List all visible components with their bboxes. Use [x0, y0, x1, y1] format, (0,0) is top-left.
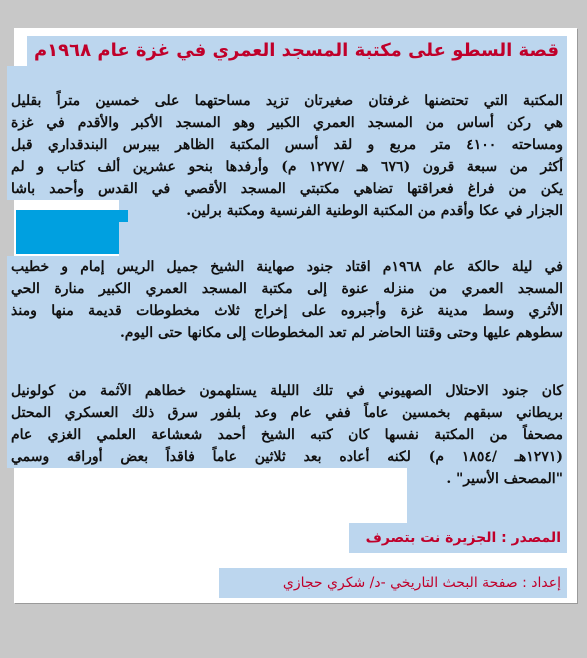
text-line: يكن من فراغ فعراقتها تضاهي مكتبتي المسجد الأقصي في القدس وأحمد باشا — [7, 178, 567, 200]
source-label: المصدر : الجزيرة نت بتصرف — [349, 523, 567, 553]
highlight-gap — [119, 222, 567, 256]
highlight-gap — [7, 344, 567, 380]
text-line: (١٢٧١هـ /١٨٥٤ م) لكنه أعاده بعد ثلاثين عاماً فاقداً بعض أوراقه وسمي — [7, 446, 567, 468]
text-line: مصحفاً من المكتبة نفسها كان كتبه الشيخ أحمد شعشاعة العلمي الغزي عام — [7, 424, 567, 446]
text-line: المسجد العمري من منزله عنوة إلى مكتبة المسجد العمري الكبير منارة الحي — [7, 278, 567, 300]
document-page — [11, 28, 577, 603]
text-line: الأثري وسط مدينة غزة وأجبروه على إخراج ثلاث مخطوطات قديمة منها ومنذ — [7, 300, 567, 322]
prepared-by-label: إعداد : صفحة البحث التاريخي -د/ شكري حجازي — [219, 568, 567, 598]
text-line: المكتبة التي تحتضنها غرفتان صغيرتان تزيد مساحتهما على خمسين متراً بقليل — [7, 90, 567, 112]
text-line: كان جنود الاحتلال الصهيوني في تلك الليلة يستلهمون خطاهم الآثمة من كولونيل — [7, 380, 567, 402]
text-line: الجزار في عكا وأقدم من المكتبة الوطنية الفرنسية ومكتبة برلين. — [119, 200, 567, 222]
text-line: "المصحف الأسير" . — [407, 468, 567, 490]
blue-block — [16, 210, 128, 254]
text-line: في ليلة حالكة عام ١٩٦٨م اقتاد جنود صهاينة الشيخ جميل الريس إمام و خطيب — [7, 256, 567, 278]
highlight-gap — [407, 490, 567, 523]
text-line: ومساحته ٤١٠٠ متر مربع و لقد أسس المكتبة الظاهر بيبرس البندقداري قبل — [7, 134, 567, 156]
text-line: بريطاني سبقهم بخمسين عاماً ففي عام وعد بلفور سرق ذلك العسكري المحتل — [7, 402, 567, 424]
page-title: قصة السطو على مكتبة المسجد العمري في غزة عام ١٩٦٨م — [27, 36, 567, 66]
text-line: أكثر من سبعة قرون (٦٧٦ هـ /١٢٧٧ م) وأرفدها بنحو عشرين ألف كتاب و لم — [7, 156, 567, 178]
text-line: سطوهم عليها وحتى وقتنا الحاضر لم تعد المخطوطات إلى مكانها حتى اليوم. — [7, 322, 567, 344]
text-line: هي ركن أساس من المسجد العمري الكبير وهو المسجد الأكبر والأقدم في غزة — [7, 112, 567, 134]
